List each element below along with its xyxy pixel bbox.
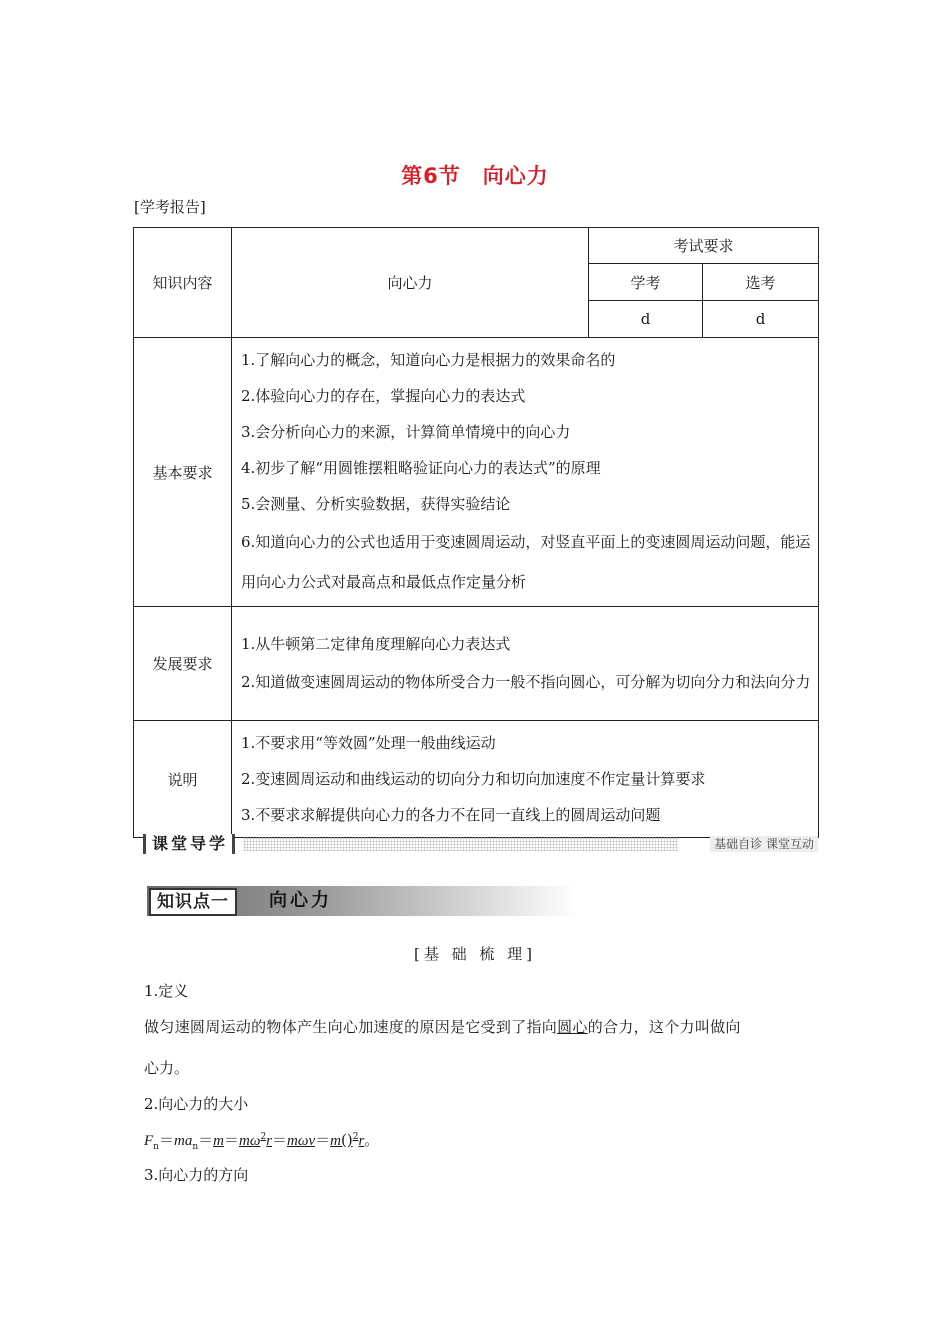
development-requirements-list [232,607,819,721]
requirements-table [133,227,819,838]
list-item: 1.不要求用“等效圆”处理一般曲线运动 [241,734,496,752]
header-exam-requirements: 考试要求 [589,228,819,264]
definition-text: 做匀速圆周运动的物体产生向心加速度的原因是它受到了指向圆心的合力，这个力叫做向 [144,1018,741,1036]
underlined-answer: 圆心 [557,1018,588,1036]
row-label-notes: 说明 [134,721,232,838]
list-item: 2.变速圆周运动和曲线运动的切向分力和切向加速度不作定量计算要求 [241,770,706,788]
knowledge-point-banner [147,886,577,916]
basic-requirements-list [232,338,819,607]
basics-heading: [基 础 梳 理] [413,945,536,963]
list-item: 1.从牛顿第二定律角度理解向心力表达式 [241,634,511,653]
report-label: [学考报告] [134,198,206,216]
heading-definition: 1.定义 [144,982,189,1000]
xuankao-level: d [703,301,819,338]
header-knowledge: 知识内容 [134,228,232,338]
header-xuekao: 学考 [589,264,703,301]
notes-list [232,721,819,838]
section-bar-right: 基础自诊 课堂互动 [710,836,818,852]
heading-magnitude: 2.向心力的大小 [144,1095,249,1113]
row-label-development: 发展要求 [134,607,232,721]
row-label-basic: 基本要求 [134,338,232,607]
list-item: 3.不要求求解提供向心力的各力不在同一直线上的圆周运动问题 [241,806,661,824]
list-item: 2.体验向心力的存在，掌握向心力的表达式 [241,387,526,405]
list-item: 5.会测量、分析实验数据，获得实验结论 [241,495,511,513]
heading-direction: 3.向心力的方向 [144,1166,249,1184]
list-item: 6.知道向心力的公式也适用于变速圆周运动，对竖直平面上的变速圆周运动问题，能运用向心力公式对最高点和最低点作定量分析 [241,533,811,591]
section-bar-divider [243,837,678,851]
header-topic: 向心力 [232,228,589,338]
knowledge-point-tag: 知识点一 [149,888,237,916]
list-item: 3.会分析向心力的来源，计算简单情境中的向心力 [241,423,571,441]
force-formula: $F_n=ma_n=m=m\omega^2r=m\omega v=m()^2r$。 [144,1131,380,1152]
page-title: 第6节 向心力 [401,164,549,188]
section-bar-label: 课堂导学 [143,834,235,854]
list-item: 4.初步了解“用圆锥摆粗略验证向心力的表达式”的原理 [241,459,601,477]
list-item: 1.了解向心力的概念，知道向心力是根据力的效果命名的 [241,351,616,369]
section-bar [143,834,818,854]
definition-text-line2: 心力。 [144,1059,190,1077]
list-item: 2.知道做变速圆周运动的物体所受合力一般不指向圆心，可分解为切向分力和法向分力 [241,672,811,691]
xuekao-level: d [589,301,703,338]
knowledge-point-name: 向心力 [269,890,332,911]
header-xuankao: 选考 [703,264,819,301]
